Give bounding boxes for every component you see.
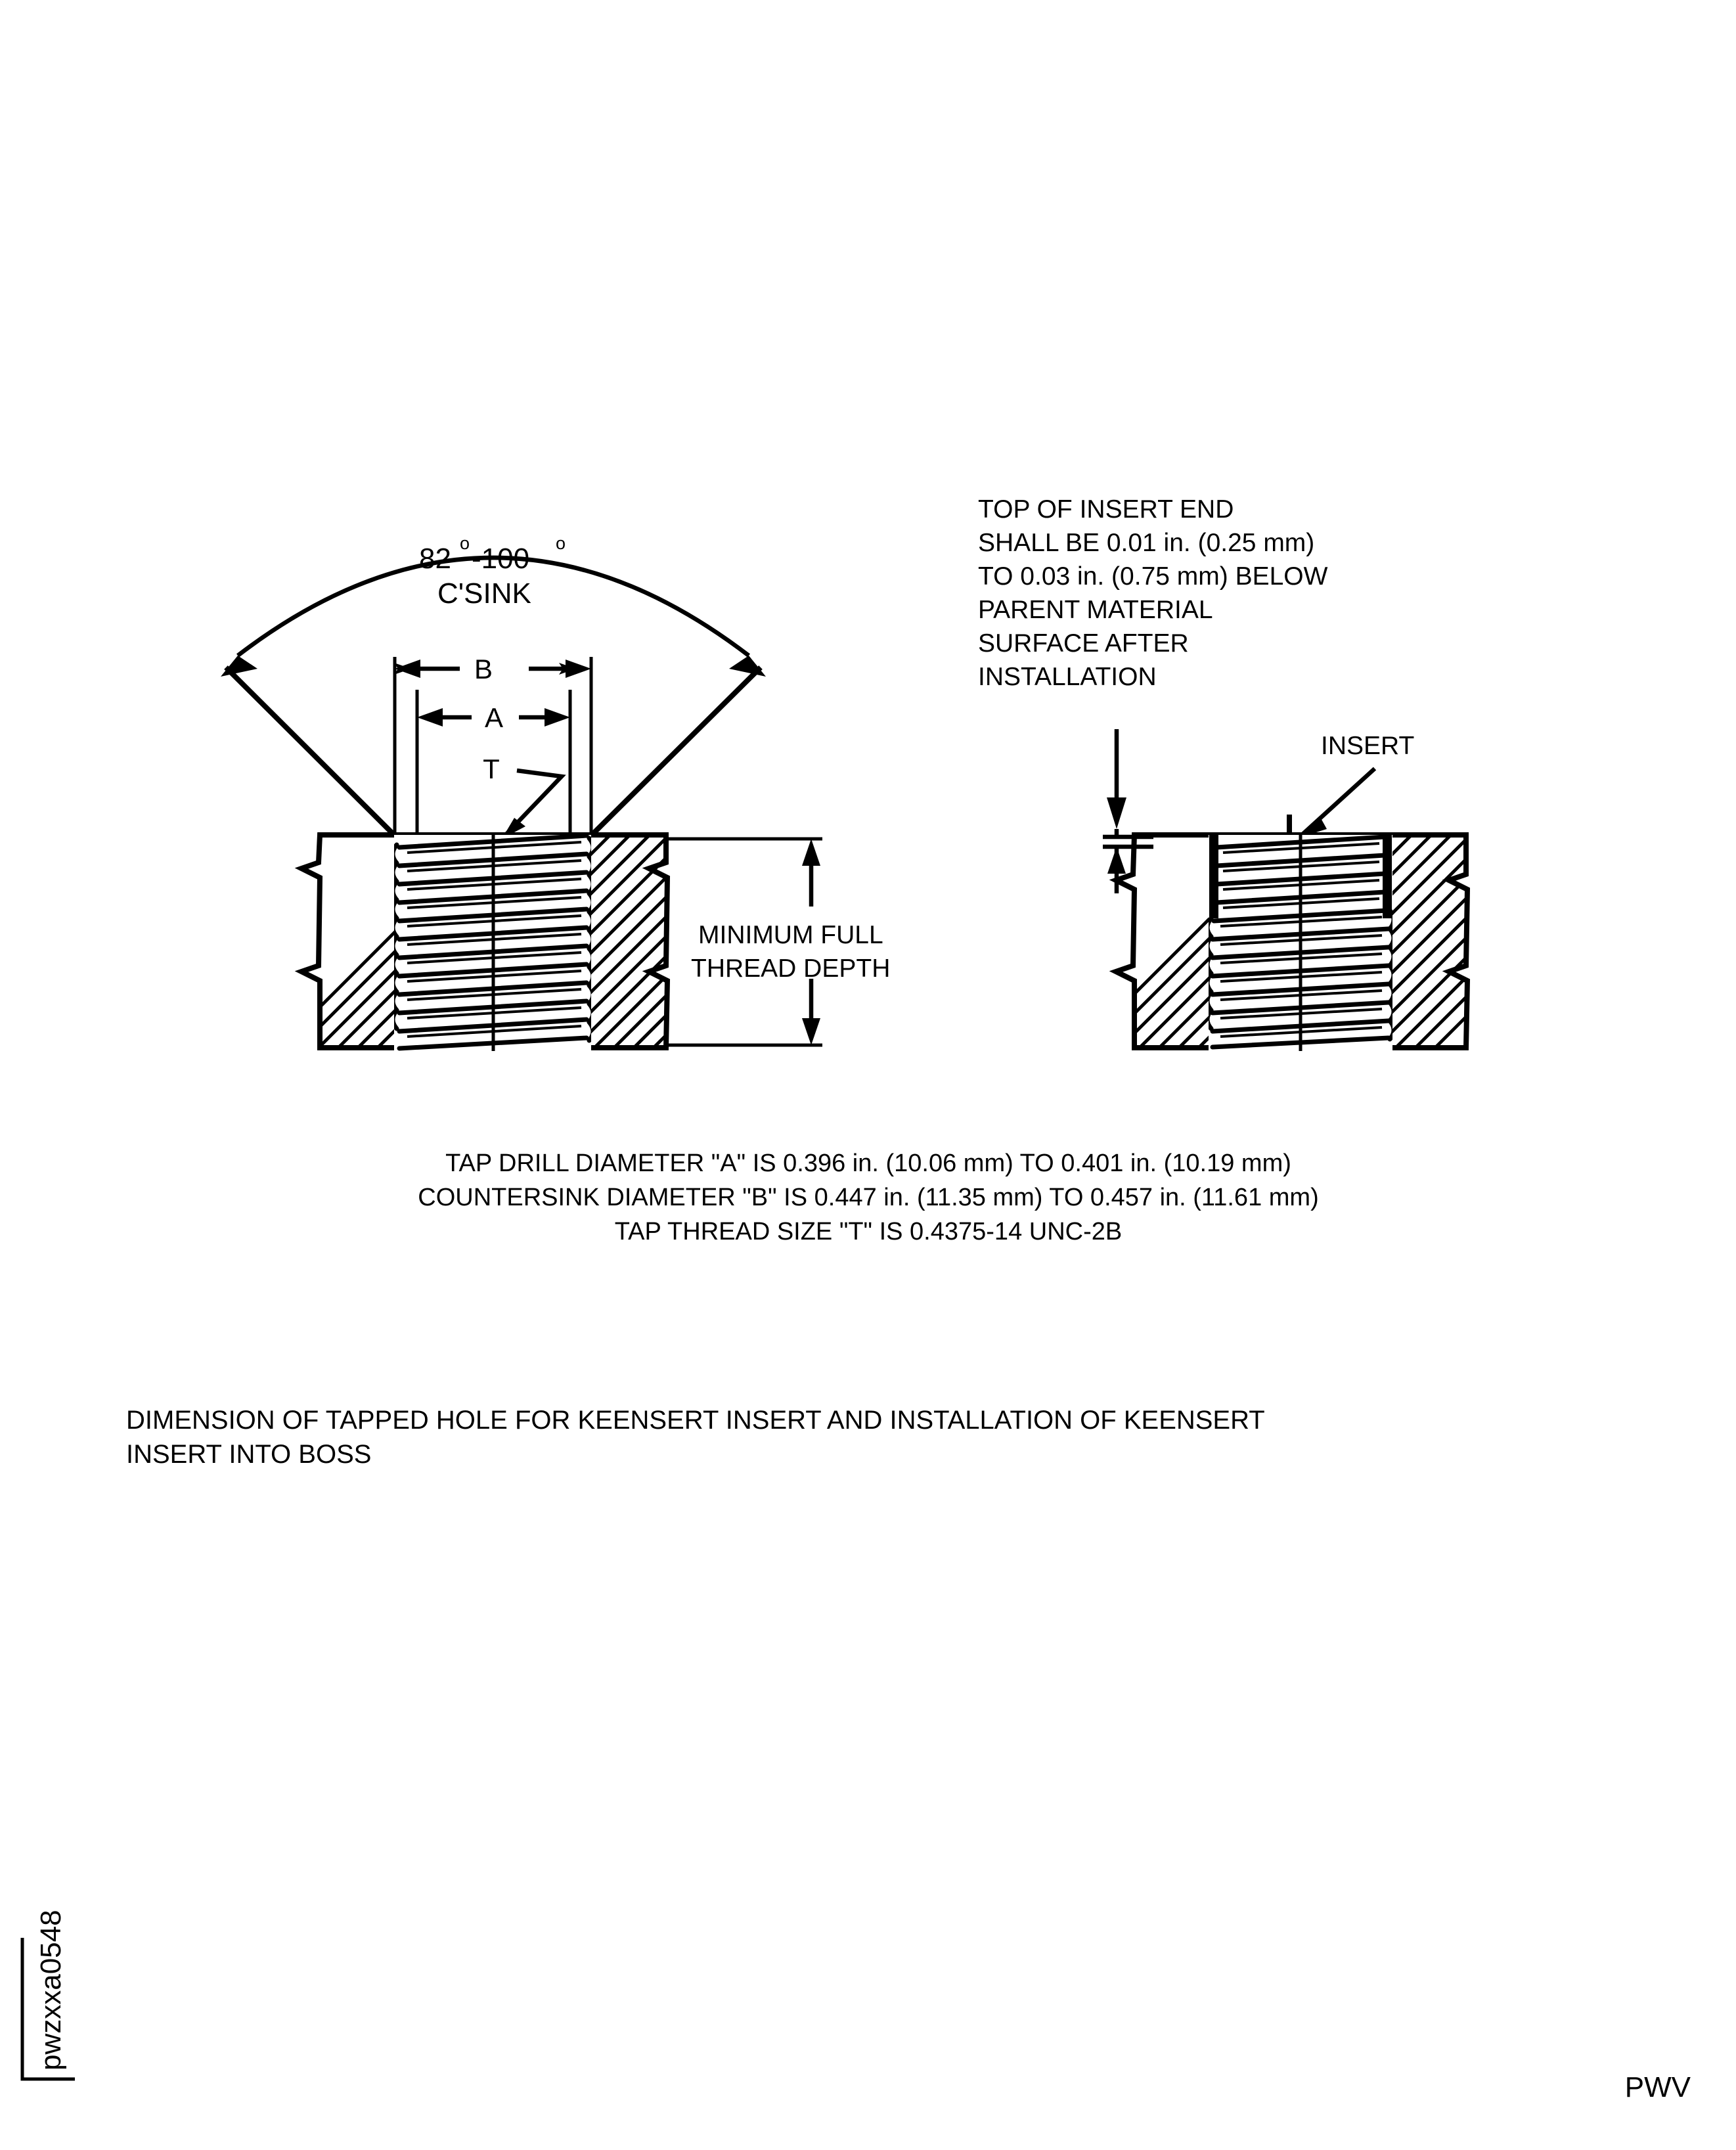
insert-note-line-5: INSTALLATION: [978, 663, 1157, 691]
degree-symbol-low: o: [460, 533, 470, 553]
caption-line-1: DIMENSION OF TAPPED HOLE FOR KEENSERT INSERT AND INSTALLATION OF KEENSERT: [126, 1406, 1265, 1435]
insert-note-line-1: SHALL BE 0.01 in. (0.25 mm): [978, 529, 1315, 557]
insert-note-line-3: PARENT MATERIAL: [978, 596, 1213, 624]
insert-note-line-2: TO 0.03 in. (0.75 mm) BELOW: [978, 562, 1328, 591]
spec-line-0: TAP DRILL DIAMETER "A" IS 0.396 in. (10.06 mm) TO 0.401 in. (10.19 mm): [445, 1150, 1291, 1177]
csink-angle-high: -100: [472, 543, 530, 575]
caption-line-2: INSERT INTO BOSS: [126, 1440, 372, 1469]
dimension-letter-t: T: [483, 753, 500, 784]
corner-code-text: PWV: [1624, 2071, 1691, 2103]
thread-depth-label-line1: MINIMUM FULL: [698, 921, 883, 949]
degree-symbol-high: o: [556, 533, 566, 553]
csink-angle-low: 82: [419, 543, 451, 575]
thread-depth-label-line2: THREAD DEPTH: [691, 954, 891, 983]
insert-label: INSERT: [1321, 732, 1415, 760]
dimension-letter-b: B: [474, 654, 493, 684]
figure-id-text: pwzxxa0548: [35, 1910, 67, 2071]
insert-note-line-4: SURFACE AFTER: [978, 629, 1189, 658]
csink-label: C'SINK: [437, 577, 531, 610]
dimension-letter-a: A: [484, 702, 504, 733]
spec-line-1: COUNTERSINK DIAMETER "B" IS 0.447 in. (11.35 mm) TO 0.457 in. (11.61 mm): [418, 1184, 1319, 1211]
insert-note-line-0: TOP OF INSERT END: [978, 495, 1234, 524]
spec-line-2: TAP THREAD SIZE "T" IS 0.4375-14 UNC-2B: [614, 1218, 1123, 1245]
